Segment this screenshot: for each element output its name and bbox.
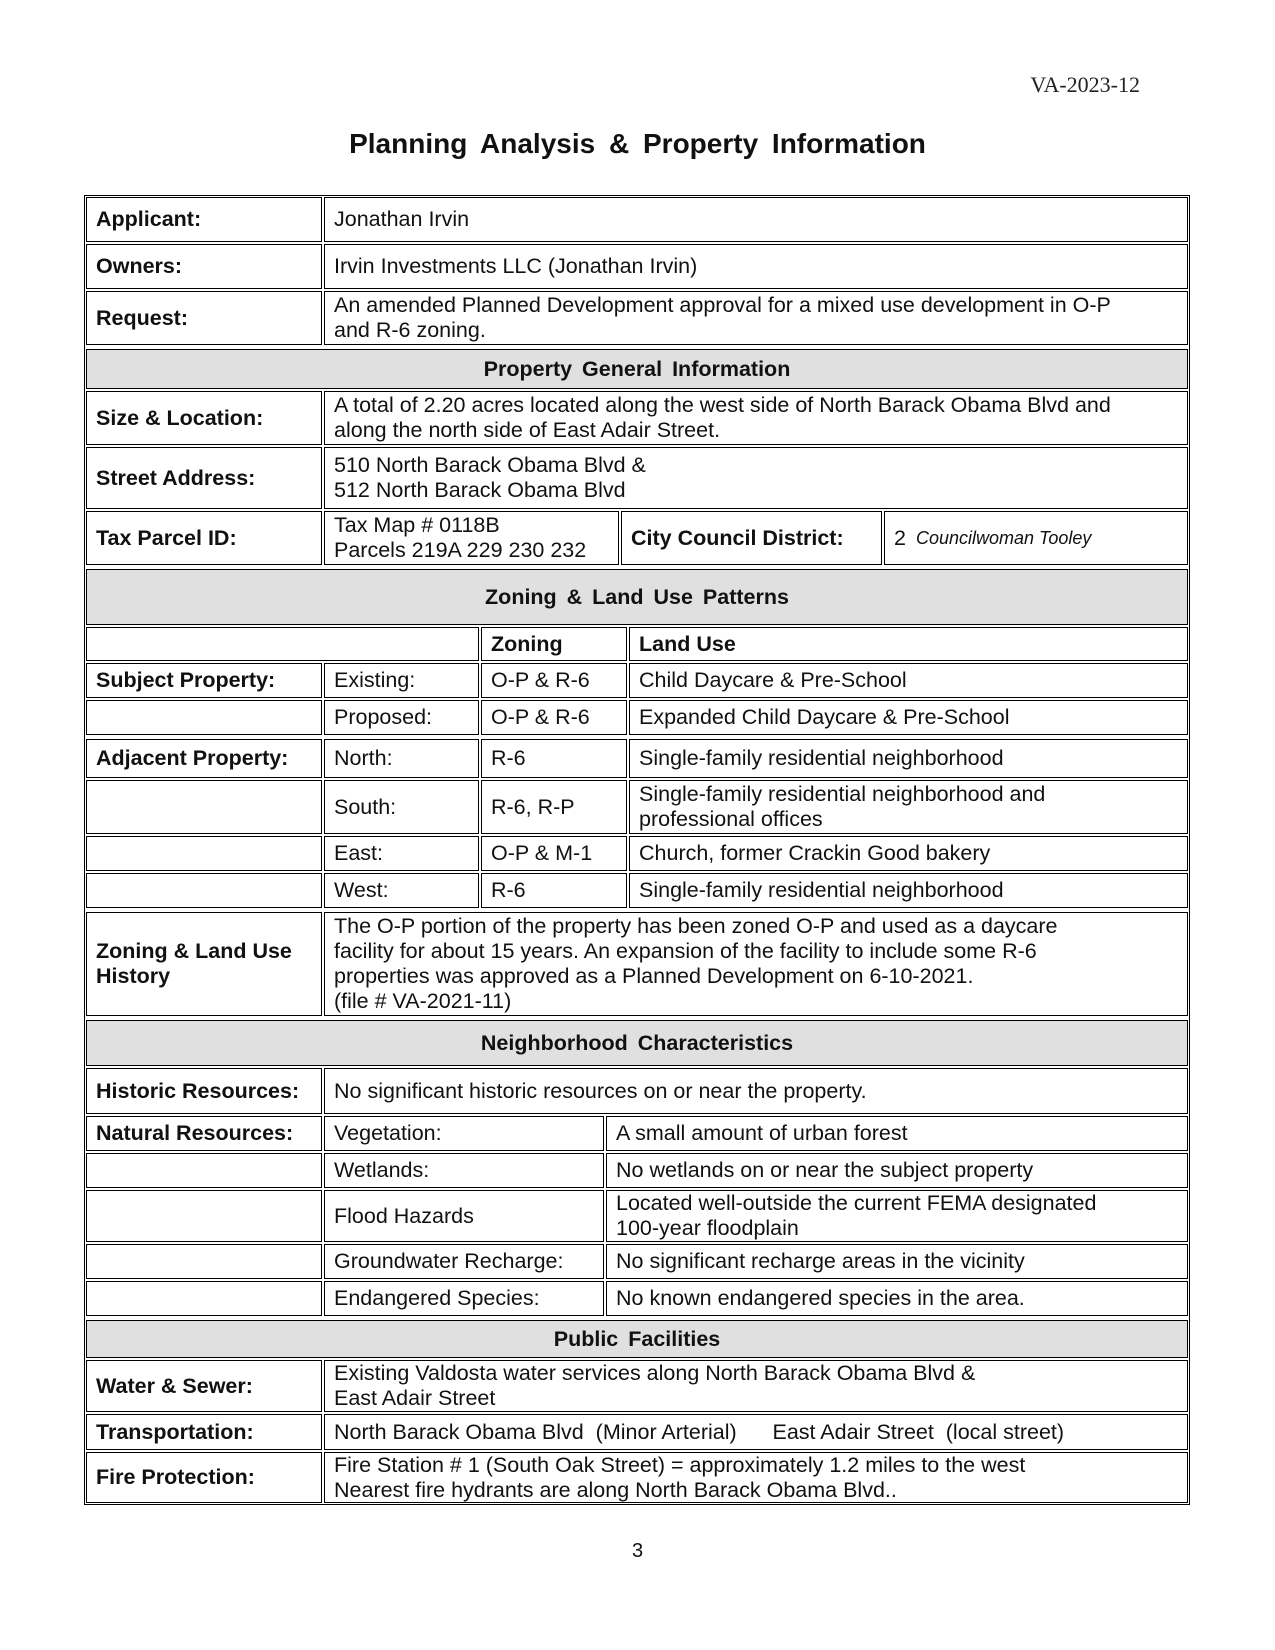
historic-resources-label: Historic Resources: (86, 1068, 322, 1114)
size-location-line-1: A total of 2.20 acres located along the west side of North Barack Obama Blvd and (334, 393, 1111, 417)
zoning-row-zoning: R-6 (481, 873, 627, 908)
street-address-value (324, 447, 1188, 509)
owners-value: Irvin Investments LLC (Jonathan Irvin) (324, 244, 1188, 289)
page-title: Planning Analysis & Property Information (349, 128, 926, 159)
natural-resource-item: Wetlands: (324, 1153, 604, 1188)
zoning-row-label: West: (324, 873, 479, 908)
zoning-row-land-use: Church, former Crackin Good bakery (629, 836, 1188, 871)
request-line-1: An amended Planned Development approval for a mixed use development in O-P (334, 293, 1111, 317)
size-location-value (324, 391, 1188, 445)
adjacent-property-label: Adjacent Property: (86, 739, 322, 778)
zoning-row-zoning: R-6 (481, 739, 627, 778)
zoning-row-zoning: R-6, R-P (481, 780, 627, 834)
size-location-line-2: along the north side of East Adair Street. (334, 418, 721, 442)
history-line-1: The O-P portion of the property has been zoned O-P and used as a daycare (334, 914, 1058, 938)
south-land-use-line-1: Single-family residential neighborhood and (639, 782, 1046, 806)
parcels-line: Parcels 219A 229 230 232 (334, 538, 587, 562)
natural-resource-value: No significant recharge areas in the vicinity (606, 1244, 1188, 1279)
zoning-column-header: Zoning (481, 627, 627, 661)
zoning-row-land-use: Child Daycare & Pre-School (629, 663, 1188, 698)
zoning-row-label: Existing: (324, 663, 479, 698)
water-sewer-label: Water & Sewer: (86, 1360, 322, 1412)
zoning-row-land-use: Expanded Child Daycare & Pre-School (629, 700, 1188, 735)
zoning-row-label: Proposed: (324, 700, 479, 735)
natural-row-blank (86, 1190, 322, 1242)
natural-resources-label: Natural Resources: (86, 1116, 322, 1151)
natural-resource-item: Flood Hazards (324, 1190, 604, 1242)
water-sewer-value (324, 1360, 1188, 1412)
street-address-line-2: 512 North Barack Obama Blvd (334, 478, 626, 502)
history-label-line-2: History (96, 964, 171, 988)
council-district-number: 2 (894, 525, 906, 550)
history-label-line-1: Zoning & Land Use (96, 939, 292, 963)
natural-row-blank (86, 1281, 322, 1316)
zoning-row-blank (86, 780, 322, 834)
council-district-value (884, 511, 1188, 565)
fire-protection-line-2: Nearest fire hydrants are along North Barack Obama Blvd.. (334, 1477, 897, 1502)
section-header-zoning-land-use: Zoning & Land Use Patterns (86, 569, 1188, 625)
transportation-label: Transportation: (86, 1414, 322, 1450)
zoning-row-zoning: O-P & R-6 (481, 663, 627, 698)
zoning-row-zoning: O-P & R-6 (481, 700, 627, 735)
natural-resource-value: A small amount of urban forest (606, 1116, 1188, 1151)
natural-resource-value: No wetlands on or near the subject property (606, 1153, 1188, 1188)
zoning-row-label: East: (324, 836, 479, 871)
council-district-label: City Council District: (621, 511, 882, 565)
zoning-row-label: North: (324, 739, 479, 778)
page-number: 3 (631, 1540, 644, 1562)
fire-protection-label: Fire Protection: (86, 1452, 322, 1503)
fire-protection-line-1: Fire Station # 1 (South Oak Street) = approximately 1.2 miles to the west (334, 1452, 1026, 1477)
flood-hazards-line-2: 100-year floodplain (616, 1216, 799, 1240)
zoning-header-blank (86, 627, 479, 661)
land-use-column-header: Land Use (629, 627, 1188, 661)
request-value (324, 291, 1188, 345)
size-location-label: Size & Location: (86, 391, 322, 445)
history-line-2: facility for about 15 years. An expansion of the facility to include some R-6 (334, 939, 1037, 963)
section-header-property-general: Property General Information (86, 349, 1188, 389)
tax-map-line: Tax Map # 0118B (334, 513, 500, 537)
tax-parcel-label: Tax Parcel ID: (86, 511, 322, 565)
applicant-value: Jonathan Irvin (324, 197, 1188, 242)
history-label (86, 912, 322, 1016)
zoning-row-land-use: Single-family residential neighborhood (629, 873, 1188, 908)
council-member: Councilwoman Tooley (915, 527, 1092, 548)
section-header-public-facilities: Public Facilities (86, 1320, 1188, 1358)
subject-property-label: Subject Property: (86, 663, 322, 698)
natural-resource-value: No known endangered species in the area. (606, 1281, 1188, 1316)
zoning-row-blank (86, 836, 322, 871)
applicant-label: Applicant: (86, 197, 322, 242)
fire-protection-value (324, 1452, 1188, 1503)
transportation-value: North Barack Obama Blvd (Minor Arterial) East Adair Street (local street) (324, 1414, 1188, 1450)
history-line-3: properties was approved as a Planned Development on 6-10-2021. (334, 964, 974, 988)
street-address-label: Street Address: (86, 447, 322, 509)
natural-resource-item: Endangered Species: (324, 1281, 604, 1316)
natural-resource-value (606, 1190, 1188, 1242)
zoning-row-blank (86, 873, 322, 908)
natural-row-blank (86, 1153, 322, 1188)
zoning-row-land-use (629, 780, 1188, 834)
request-label: Request: (86, 291, 322, 345)
natural-resource-item: Groundwater Recharge: (324, 1244, 604, 1279)
flood-hazards-line-1: Located well-outside the current FEMA designated (616, 1191, 1097, 1215)
water-sewer-line-2: East Adair Street (334, 1386, 496, 1410)
owners-label: Owners: (86, 244, 322, 289)
zoning-row-land-use: Single-family residential neighborhood (629, 739, 1188, 778)
historic-resources-value: No significant historic resources on or near the property. (324, 1068, 1188, 1114)
water-sewer-line-1: Existing Valdosta water services along North Barack Obama Blvd & (334, 1361, 976, 1385)
request-line-2: and R-6 zoning. (334, 318, 486, 342)
history-value (324, 912, 1188, 1016)
tax-parcel-value (324, 511, 619, 565)
history-line-4: (file # VA-2021-11) (334, 989, 512, 1013)
natural-resource-item: Vegetation: (324, 1116, 604, 1151)
document-id: VA-2023-12 (1030, 72, 1140, 97)
zoning-row-label: South: (324, 780, 479, 834)
zoning-row-zoning: O-P & M-1 (481, 836, 627, 871)
section-header-neighborhood: Neighborhood Characteristics (86, 1020, 1188, 1066)
natural-row-blank (86, 1244, 322, 1279)
street-address-line-1: 510 North Barack Obama Blvd & (334, 453, 646, 477)
zoning-row-blank (86, 700, 322, 735)
south-land-use-line-2: professional offices (639, 807, 823, 831)
